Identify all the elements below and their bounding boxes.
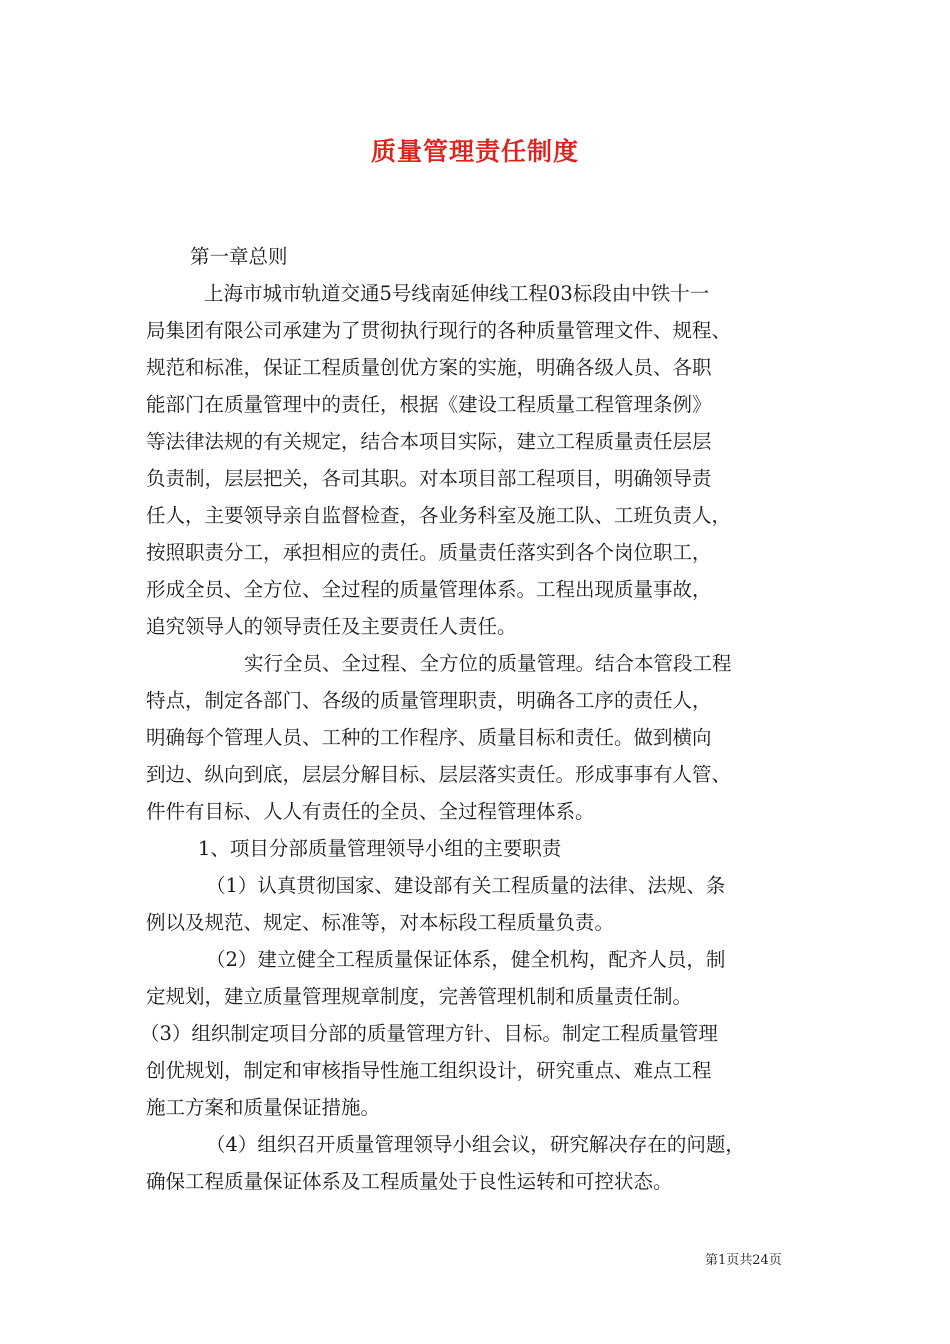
text-line: 局集团有限公司承建为了贯彻执行现行的各种质量管理文件、规程、 [146,319,732,342]
document-body [140,238,818,1200]
text-line: 任人，主要领导亲自监督检查，各业务科室及施工队、工班负责人， [146,504,732,527]
text-line: （4）组织召开质量管理领导小组会议，研究解决存在的问题， [206,1133,745,1156]
text-line: 规范和标准，保证工程质量创优方案的实施，明确各级人员、各职 [146,356,712,379]
text-line: 施工方案和质量保证措施。 [146,1096,381,1119]
text-line: 明确每个管理人员、工种的工作程序、质量目标和责任。做到横向 [146,726,712,749]
text-line: 能部门在质量管理中的责任，根据《建设工程质量工程管理条例》 [146,393,712,416]
paragraph [146,830,818,867]
text-line: 追究领导人的领导责任及主要责任人责任。 [146,615,517,638]
text-line: 实行全员、全过程、全方位的质量管理。结合本管段工程 [244,652,732,675]
text-line: 特点，制定各部门、各级的质量管理职责，明确各工序的责任人， [146,689,712,712]
paragraph [146,275,818,645]
paragraph [140,1015,818,1126]
page-footer: 第1页共24页 [705,1253,782,1268]
text-line: 形成全员、全方位、全过程的质量管理体系。工程出现质量事故， [146,578,712,601]
text-line: 例以及规范、规定、标准等，对本标段工程质量负责。 [146,911,615,934]
document-title: 质量管理责任制度 [370,137,579,166]
paragraph [146,941,818,1015]
paragraph [146,238,818,275]
paragraph [146,867,818,941]
text-line: 第一章总则 [190,245,288,268]
text-line: 创优规划，制定和审核指导性施工组织设计，研究重点、难点工程 [146,1059,712,1082]
paragraph [146,645,818,830]
text-line: 负责制，层层把关，各司其职。对本项目部工程项目，明确领导责 [146,467,712,490]
text-line: 按照职责分工，承担相应的责任。质量责任落实到各个岗位职工， [146,541,712,564]
text-line: 件件有目标、人人有责任的全员、全过程管理体系。 [146,800,595,823]
paragraph [146,1126,818,1200]
text-line: （2）建立健全工程质量保证体系，健全机构，配齐人员，制 [206,948,726,971]
text-line: 到边、纵向到底，层层分解目标、层层落实责任。形成事事有人管、 [146,763,732,786]
text-line: （3）组织制定项目分部的质量管理方针、目标。制定工程质量管理 [140,1022,718,1045]
text-line: 上海市城市轨道交通5号线南延伸线工程03标段由中铁十一 [204,282,710,305]
text-line: （1）认真贯彻国家、建设部有关工程质量的法律、法规、条 [206,874,726,897]
text-line: 1、项目分部质量管理领导小组的主要职责 [198,837,562,860]
text-line: 等法律法规的有关规定，结合本项目实际，建立工程质量责任层层 [146,430,712,453]
text-line: 确保工程质量保证体系及工程质量处于良性运转和可控状态。 [146,1170,673,1193]
text-line: 定规划，建立质量管理规章制度，完善管理机制和质量责任制。 [146,985,693,1008]
